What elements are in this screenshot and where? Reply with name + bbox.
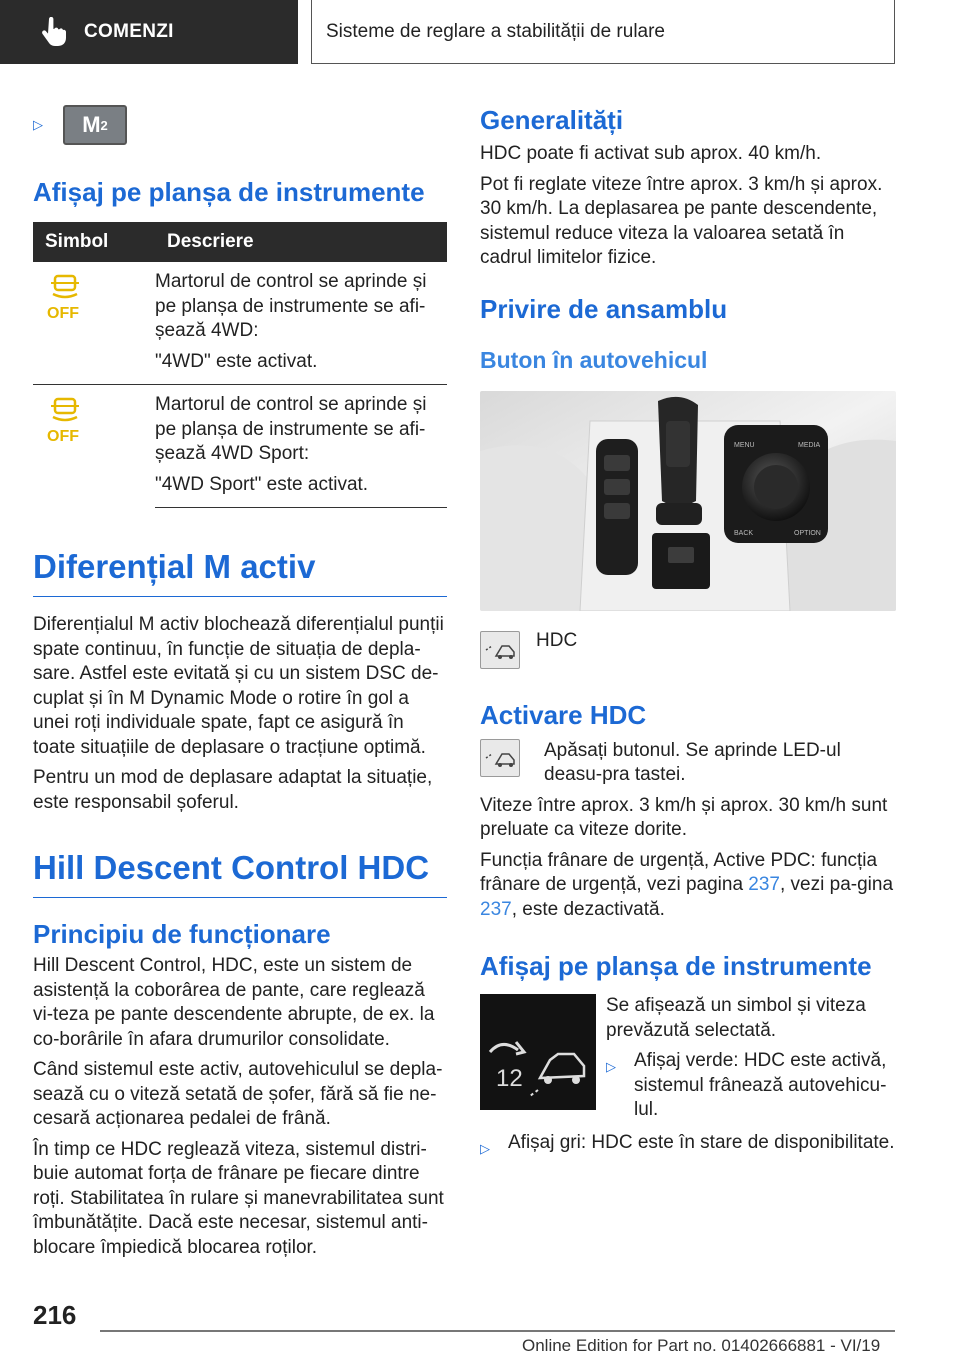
photo-label-option: OPTION <box>794 529 821 537</box>
4wd-sport-off-warning-icon <box>45 393 85 449</box>
heading-activare: Activare HDC <box>480 699 647 730</box>
paragraph-principiu-2: Când sistemul este activ, autovehiculul se depla‐sează cu o viteză setată de șofer, fără să fie ne‐cesară acționarea pedalei de frână. <box>33 1059 443 1129</box>
bullet-triangle-icon: ▷ <box>33 117 43 132</box>
page-header <box>0 0 960 68</box>
col-header-description: Descriere <box>155 222 447 262</box>
paragraph-principiu-3: În timp ce HDC reglează viteza, sistemul distri‐buie automat forța de frânare pe fiecare dintre roți. Stabilitatea în rulare și manevrabilitatea sunt îmbunătățite. Dacă este necesar, sistemul anti‐blocare împiedică blocarea roților. <box>33 1138 444 1258</box>
chapter-tab-label: COMENZI <box>84 21 174 42</box>
description-status: "4WD Sport" este activat. <box>155 473 369 495</box>
hdc-button-icon <box>480 739 520 777</box>
hdc-button-label: HDC <box>536 629 578 651</box>
paragraph-diferential-1: Diferențialul M activ blochează diferențialul punții spate continuu, în funcție de situația de depla‐sare. Astfel este evitată și cu un sistem DSC de‐cuplat și în M Dynamic Mode o rotire în gol a unei roți individuale spate, fapt ce asigură în toate situațiile de deplasare o tracțiune optimă. <box>33 614 444 758</box>
heading-afisaj: Afișaj pe planșa de instrumente <box>33 177 425 207</box>
symbol-table <box>33 222 447 508</box>
heading-hdc: Hill Descent Control HDC <box>33 847 447 898</box>
page-link-237[interactable]: 237 <box>748 874 780 895</box>
paragraph-diferential-2: Pentru un mod de deplasare adaptat la situație, este responsabil șoferul. <box>33 767 433 813</box>
description-text: Martorul de control se aprinde și pe planșa de instrumente se afi‐șează 4WD Sport: <box>155 394 427 464</box>
description-cell <box>155 385 447 508</box>
paragraph-afisaj-1: Se afișează un simbol și viteza prevăzută selectată. <box>606 995 866 1041</box>
heading-generalitati: Generalități <box>480 105 624 135</box>
table-row <box>33 385 447 508</box>
paragraph-principiu-1: Hill Descent Control, HDC, este un sistem de asistență la coborârea de pante, care reglează vi‐teza pe pante descendente abrupte, de ex. la co‐borârile în afara drumurilor consolidate. <box>33 955 435 1050</box>
svg-text:OFF: OFF <box>47 305 79 322</box>
heading-buton: Buton în autovehicul <box>480 346 708 373</box>
m2-bullet-row <box>33 100 447 150</box>
activare-step <box>480 739 896 788</box>
center-console-illustration <box>480 391 896 611</box>
photo-label-media: MEDIA <box>798 441 821 449</box>
4wd-off-warning-icon <box>45 270 85 326</box>
paragraph-general-2: Pot fi reglate viteze între aprox. 3 km/h și aprox. 30 km/h. La deplasarea pe pante descendente, sistemul reduce viteza la valoarea setată în cadrul limitelor fizice. <box>480 173 883 268</box>
heading-privire: Privire de ansamblu <box>480 293 728 324</box>
description-cell <box>155 262 447 385</box>
bullet-afisaj-gri: ▷ Afișaj gri: HDC este în stare de disponibilitate. <box>480 1131 896 1162</box>
page-number: 216 <box>33 1300 77 1330</box>
center-console-photo <box>480 391 896 611</box>
section-title: Sisteme de reglare a stabilității de rulare <box>311 0 895 64</box>
afisaj-block <box>480 994 896 1123</box>
table-row <box>33 262 447 385</box>
symbol-cell <box>33 385 155 508</box>
footer-divider <box>100 1330 895 1332</box>
display-speed: 12 <box>496 1065 523 1092</box>
page-link-237[interactable]: 237 <box>480 898 512 920</box>
hdc-button-icon <box>480 631 520 669</box>
left-column <box>33 100 447 1260</box>
bullet-afisaj-verde: ▷ Afișaj verde: HDC este activă, sistemul frânează autovehicu‐lul. <box>606 1049 896 1123</box>
col-header-symbol: Simbol <box>33 222 155 262</box>
symbol-cell <box>33 262 155 385</box>
footer-edition: Online Edition for Part no. 01402666881 - VI/19 <box>522 1336 881 1355</box>
bullet-triangle-icon: ▷ <box>606 1059 616 1074</box>
right-column <box>480 100 896 1161</box>
paragraph-activare-2: Viteze între aprox. 3 km/h și aprox. 30 km/h sunt preluate ca viteze dorite. <box>480 794 888 840</box>
chapter-tab[interactable] <box>0 0 298 64</box>
svg-text:OFF: OFF <box>47 428 79 445</box>
heading-afisaj-2: Afișaj pe planșa de instrumente <box>480 951 872 981</box>
paragraph-general-1: HDC poate fi activat sub aprox. 40 km/h. <box>480 143 822 164</box>
bullet-triangle-icon: ▷ <box>480 1140 490 1156</box>
photo-label-back: BACK <box>734 529 754 537</box>
paragraph-activare-3: Funcția frânare de urgență, Active PDC: funcția frânare de urgență, vezi pagina 237, vezi pa‐gina 237, este dezactivată. <box>480 849 894 920</box>
afisaj-text <box>606 994 896 1123</box>
heading-principiu: Principiu de funcționare <box>33 919 331 949</box>
hdc-display-icon <box>480 994 596 1110</box>
hand-pointer-icon <box>40 17 66 47</box>
description-status: "4WD" este activat. <box>155 350 318 372</box>
paragraph-activare-1: Apăsați butonul. Se aprinde LED-ul deasu‐pra tastei. <box>544 739 841 785</box>
photo-label-menu: MENU <box>734 441 755 449</box>
hdc-button-legend <box>480 631 896 669</box>
m2-mode-icon: M 2 <box>63 105 127 145</box>
heading-diferential: Diferențial M activ <box>33 546 447 597</box>
description-text: Martorul de control se aprinde și pe planșa de instrumente se afi‐șează 4WD: <box>155 271 427 341</box>
